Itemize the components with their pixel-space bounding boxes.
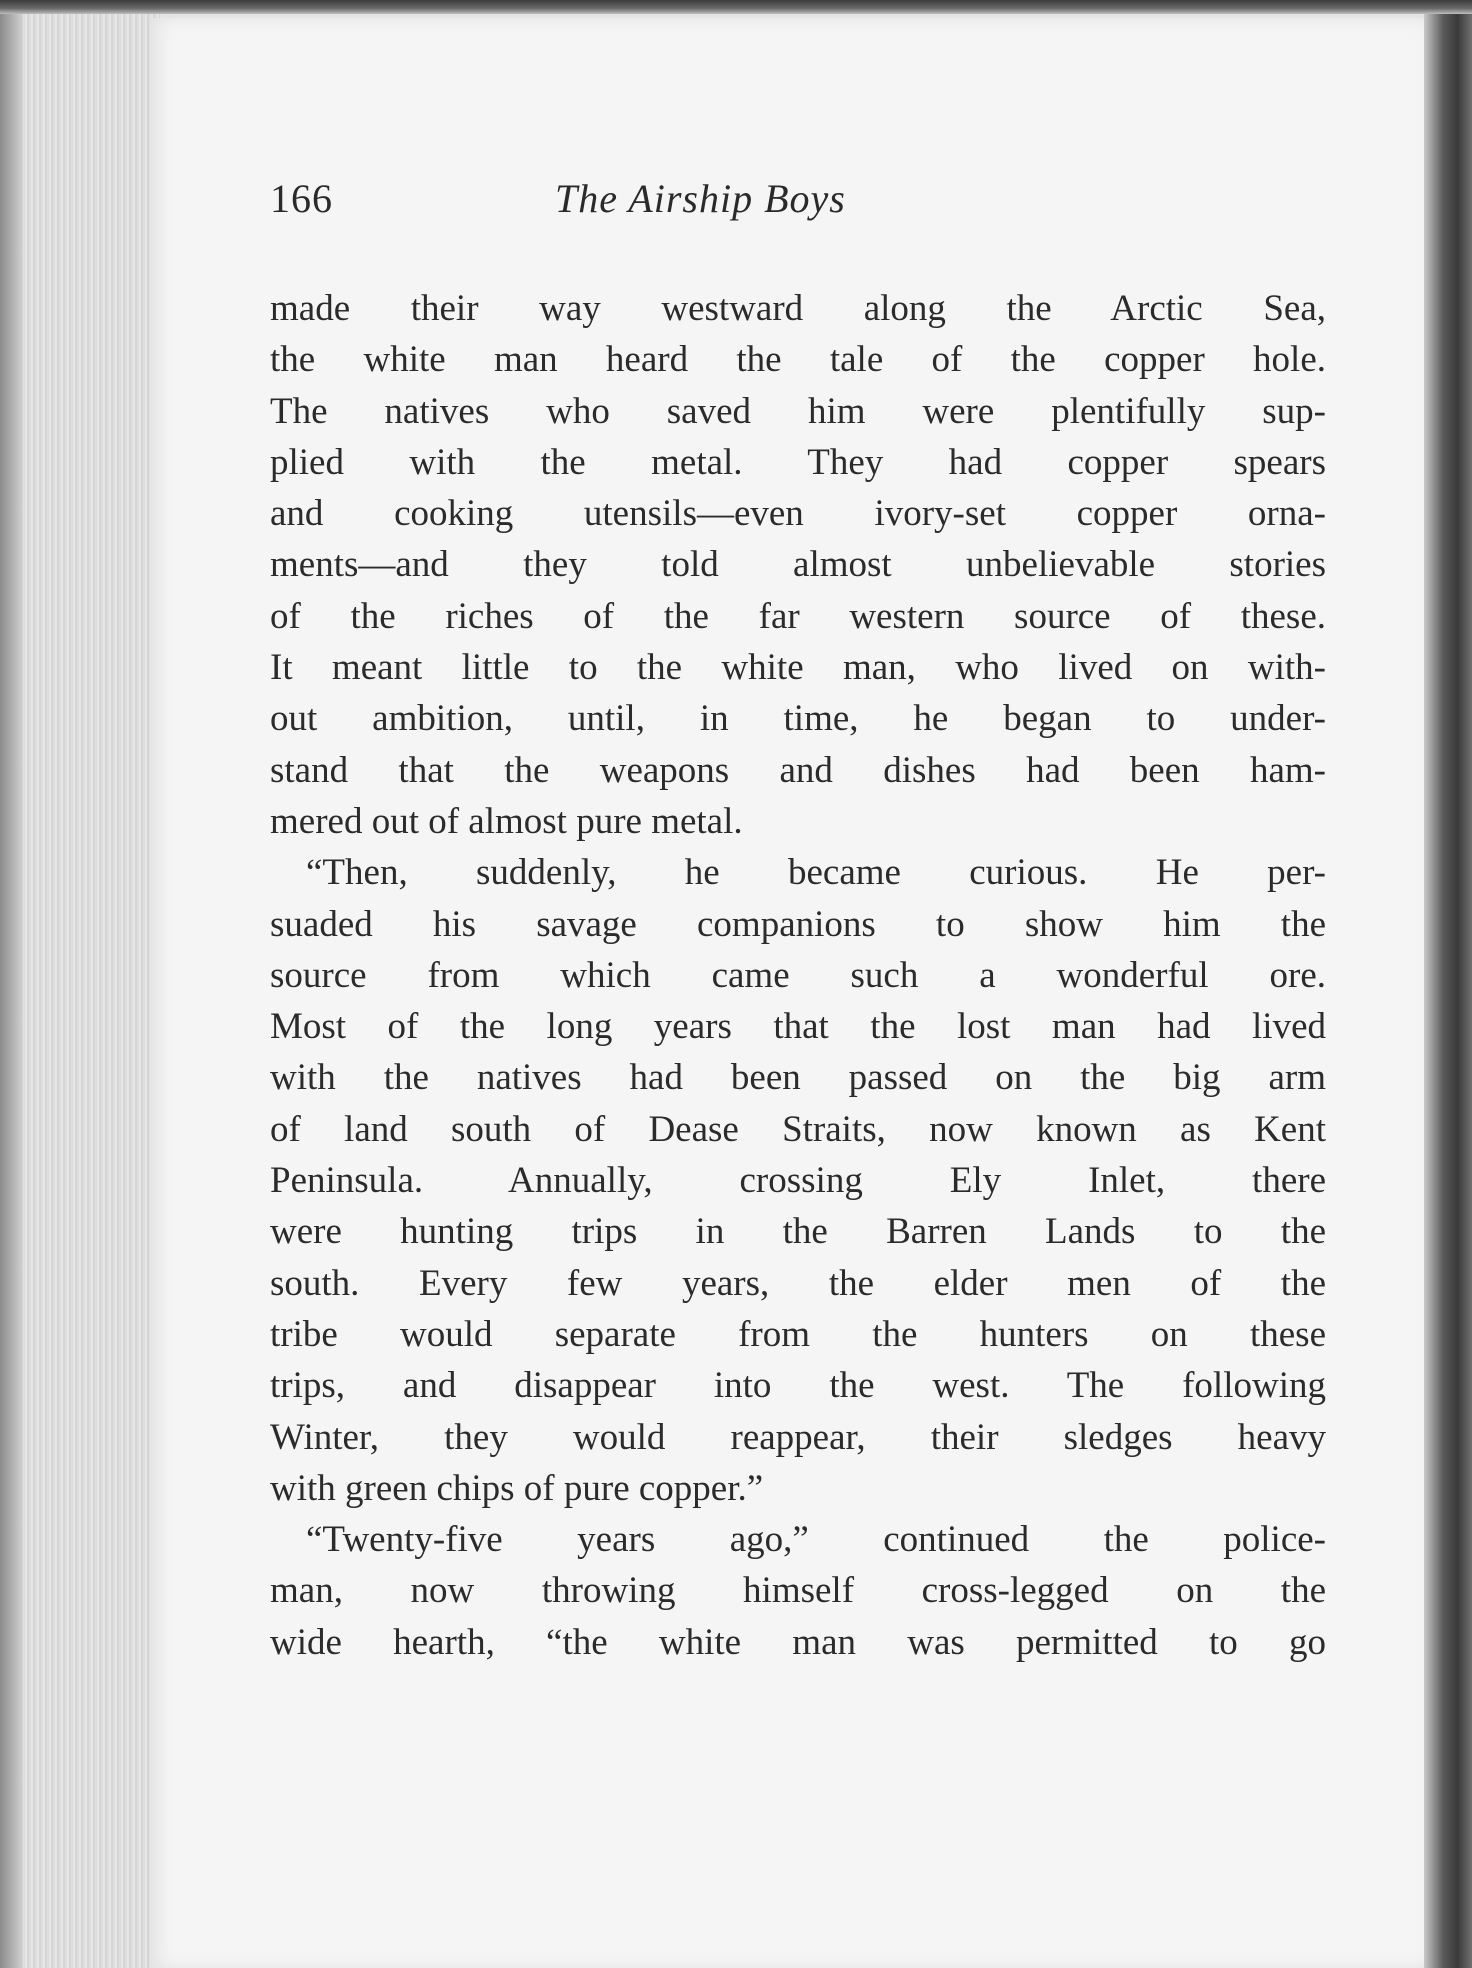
running-title: The Airship Boys — [555, 176, 846, 221]
paragraph-1 — [270, 283, 1326, 847]
text-line: man, now throwing himself cross-legged on the — [270, 1570, 1326, 1612]
text-line: out ambition, until, in time, he began to under- — [270, 698, 1326, 740]
page-number: 166 — [270, 176, 333, 221]
book-spine-shadow — [1424, 14, 1472, 1968]
text-line: stand that the weapons and dishes had been ham- — [270, 749, 1326, 791]
text-line: It meant little to the white man, who lived on with- — [270, 647, 1326, 689]
text-line: made their way westward along the Arctic Sea, — [270, 288, 1326, 329]
text-line: suaded his savage companions to show him the — [270, 903, 1326, 945]
text-line: with green chips of pure copper.” — [270, 1467, 764, 1509]
text-line: The natives who saved him were plentifully sup- — [270, 390, 1326, 432]
running-header — [270, 175, 1320, 235]
text-line: and cooking utensils—even ivory-set copper orna- — [270, 493, 1326, 535]
paragraph-2 — [270, 847, 1326, 1514]
body-text — [270, 283, 1326, 1668]
stacked-page-edges — [0, 14, 160, 1968]
text-line: of the riches of the far western source of these. — [270, 595, 1326, 637]
paragraph-3 — [270, 1514, 1326, 1668]
text-line: the white man heard the tale of the copper hole. — [270, 339, 1326, 381]
text-line: tribe would separate from the hunters on these — [270, 1313, 1326, 1355]
scan-top-border — [0, 0, 1472, 14]
text-line: trips, and disappear into the west. The following — [270, 1365, 1326, 1407]
text-line: with the natives had been passed on the big arm — [270, 1057, 1326, 1099]
text-line: wide hearth, “the white man was permitted to go — [270, 1621, 1326, 1663]
text-line: south. Every few years, the elder men of the — [270, 1262, 1326, 1304]
text-line: were hunting trips in the Barren Lands to the — [270, 1211, 1326, 1253]
text-line: Peninsula. Annually, crossing Ely Inlet, there — [270, 1160, 1326, 1202]
text-line: Winter, they would reappear, their sledges heavy — [270, 1416, 1326, 1458]
text-line: plied with the metal. They had copper spears — [270, 441, 1326, 483]
text-line: Most of the long years that the lost man had lived — [270, 1006, 1326, 1048]
text-line: ments—and they told almost unbelievable stories — [270, 544, 1326, 586]
text-line: “Twenty-five years ago,” continued the police- — [306, 1519, 1326, 1561]
text-line: mered out of almost pure metal. — [270, 800, 743, 842]
text-line: source from which came such a wonderful ore. — [270, 954, 1326, 996]
text-line: of land south of Dease Straits, now known as Kent — [270, 1108, 1326, 1150]
text-line: “Then, suddenly, he became curious. He per- — [306, 852, 1326, 894]
